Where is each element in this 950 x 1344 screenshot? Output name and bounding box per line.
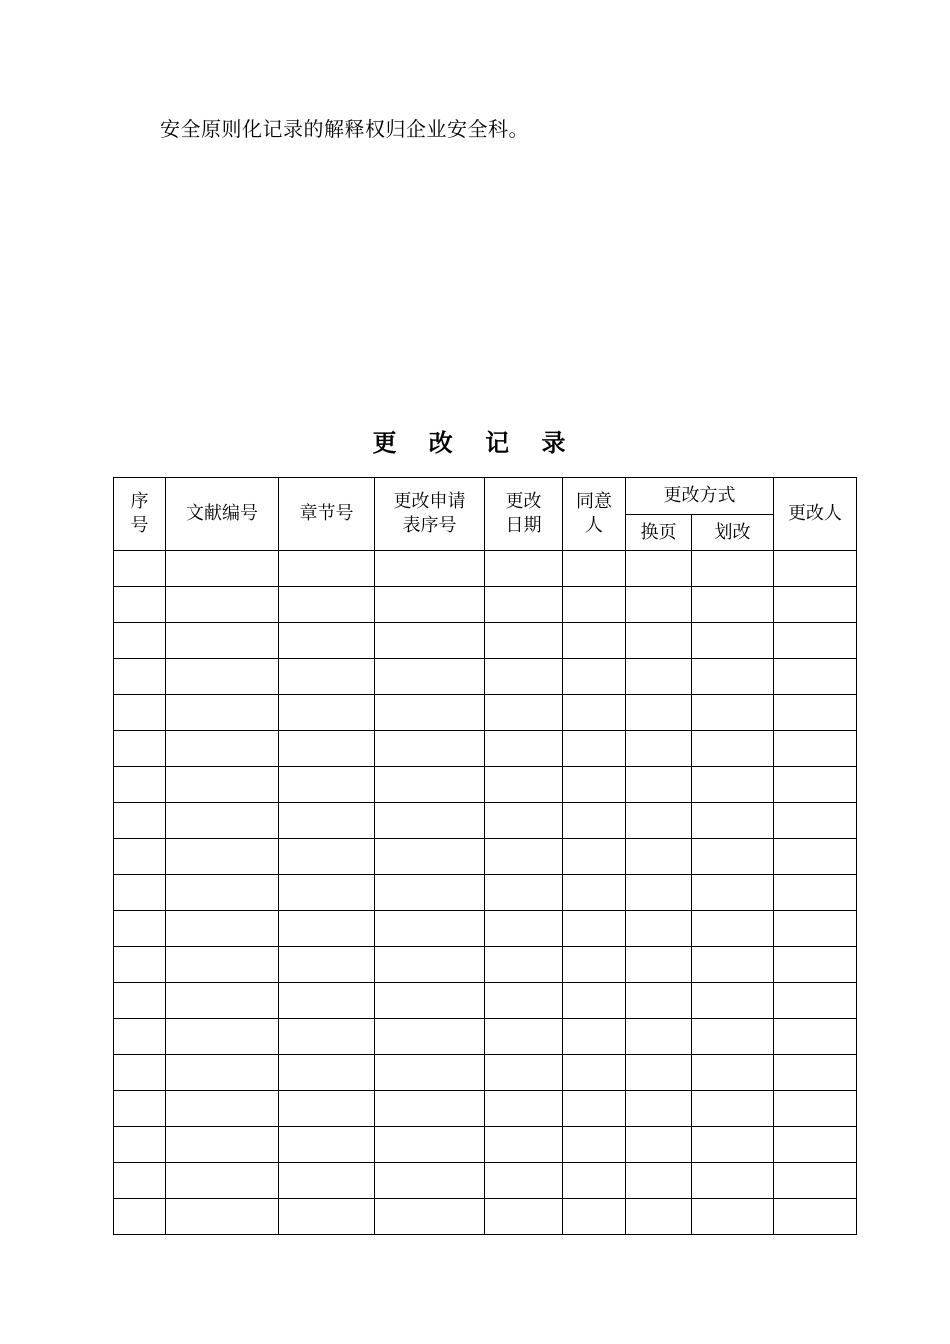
header-seq: 序 号 <box>114 478 166 551</box>
table-cell <box>774 767 857 803</box>
table-row <box>114 695 857 731</box>
table-cell <box>563 947 626 983</box>
table-cell <box>563 587 626 623</box>
table-cell <box>375 767 485 803</box>
table-cell <box>375 623 485 659</box>
table-cell <box>279 911 375 947</box>
table-cell <box>774 911 857 947</box>
table-cell <box>166 875 279 911</box>
table-cell <box>279 659 375 695</box>
table-cell <box>626 623 692 659</box>
table-cell <box>114 551 166 587</box>
table-cell <box>626 839 692 875</box>
table-cell <box>692 731 774 767</box>
table-cell <box>485 803 563 839</box>
table-cell <box>166 1055 279 1091</box>
table-cell <box>166 731 279 767</box>
table-row <box>114 731 857 767</box>
table-cell <box>114 623 166 659</box>
change-record-table <box>113 477 857 1235</box>
header-request-no: 更改申请 表序号 <box>375 478 485 551</box>
table-cell <box>563 1019 626 1055</box>
table-cell <box>485 983 563 1019</box>
table-cell <box>375 803 485 839</box>
table-cell <box>774 875 857 911</box>
table-row <box>114 767 857 803</box>
table-cell <box>166 587 279 623</box>
table-cell <box>692 983 774 1019</box>
table-cell <box>626 1019 692 1055</box>
table-cell <box>692 911 774 947</box>
header-method-replace-page: 换页 <box>626 515 692 551</box>
table-cell <box>692 947 774 983</box>
table-cell <box>114 587 166 623</box>
table-cell <box>279 623 375 659</box>
header-method-strike: 划改 <box>692 515 774 551</box>
table-cell <box>692 1019 774 1055</box>
table-cell <box>485 1163 563 1199</box>
intro-text: 安全原则化记录的解释权归企业安全科。 <box>160 117 529 141</box>
table-cell <box>375 983 485 1019</box>
table-cell <box>279 587 375 623</box>
table-cell <box>114 767 166 803</box>
table-cell <box>166 1199 279 1235</box>
table-row <box>114 1199 857 1235</box>
table-row <box>114 875 857 911</box>
table-cell <box>114 839 166 875</box>
table-cell <box>626 659 692 695</box>
table-cell <box>375 1199 485 1235</box>
header-changer: 更改人 <box>774 478 857 551</box>
table-cell <box>166 803 279 839</box>
table-cell <box>375 875 485 911</box>
table-cell <box>626 695 692 731</box>
table-cell <box>279 1163 375 1199</box>
table-cell <box>114 659 166 695</box>
table-cell <box>279 1091 375 1127</box>
table-cell <box>166 1091 279 1127</box>
table-cell <box>626 1127 692 1163</box>
table-cell <box>485 1127 563 1163</box>
table-cell <box>774 587 857 623</box>
table-cell <box>485 947 563 983</box>
table-cell <box>279 1055 375 1091</box>
table-cell <box>774 659 857 695</box>
table-row <box>114 551 857 587</box>
table-cell <box>626 983 692 1019</box>
table-cell <box>485 1199 563 1235</box>
table-cell <box>279 947 375 983</box>
table-cell <box>692 767 774 803</box>
table-cell <box>563 1091 626 1127</box>
table-row <box>114 947 857 983</box>
table-cell <box>279 839 375 875</box>
header-approver: 同意 人 <box>563 478 626 551</box>
table-cell <box>563 659 626 695</box>
table-cell <box>279 1019 375 1055</box>
table-cell <box>563 875 626 911</box>
table-row <box>114 1055 857 1091</box>
page-title: 更 改 记 录 <box>372 429 578 457</box>
table-cell <box>485 551 563 587</box>
table-cell <box>563 551 626 587</box>
table-cell <box>626 875 692 911</box>
table-cell <box>626 767 692 803</box>
table-cell <box>166 947 279 983</box>
table-cell <box>114 947 166 983</box>
table-row <box>114 839 857 875</box>
table-cell <box>774 839 857 875</box>
table-cell <box>485 1055 563 1091</box>
table-cell <box>692 587 774 623</box>
table-cell <box>774 803 857 839</box>
table-cell <box>563 623 626 659</box>
table-cell <box>626 1091 692 1127</box>
table-cell <box>774 1091 857 1127</box>
table-cell <box>166 839 279 875</box>
table-cell <box>375 1055 485 1091</box>
table-row <box>114 1127 857 1163</box>
table-cell <box>485 767 563 803</box>
table-cell <box>626 1163 692 1199</box>
table-cell <box>485 1091 563 1127</box>
table-cell <box>279 695 375 731</box>
table-cell <box>626 587 692 623</box>
table-row <box>114 911 857 947</box>
table-cell <box>114 803 166 839</box>
table-cell <box>774 1055 857 1091</box>
table-cell <box>279 551 375 587</box>
table-cell <box>375 839 485 875</box>
table-cell <box>692 1163 774 1199</box>
table-cell <box>692 1055 774 1091</box>
table-cell <box>279 731 375 767</box>
table-cell <box>563 1199 626 1235</box>
table-cell <box>485 875 563 911</box>
table-cell <box>114 1199 166 1235</box>
table-cell <box>375 731 485 767</box>
header-chapter-no: 章节号 <box>279 478 375 551</box>
table-cell <box>774 1163 857 1199</box>
table-cell <box>626 551 692 587</box>
header-doc-no: 文献编号 <box>166 478 279 551</box>
table-cell <box>114 911 166 947</box>
table-cell <box>166 1019 279 1055</box>
table-cell <box>626 803 692 839</box>
table-cell <box>774 1019 857 1055</box>
table-cell <box>563 1163 626 1199</box>
table-cell <box>692 695 774 731</box>
table-row <box>114 659 857 695</box>
table-cell <box>774 695 857 731</box>
table-cell <box>563 911 626 947</box>
table-row <box>114 803 857 839</box>
table-cell <box>692 1091 774 1127</box>
table-cell <box>774 623 857 659</box>
table-cell <box>375 911 485 947</box>
table-cell <box>563 1127 626 1163</box>
table-cell <box>375 695 485 731</box>
table-cell <box>563 1055 626 1091</box>
table-cell <box>114 695 166 731</box>
table-cell <box>485 587 563 623</box>
table-cell <box>485 911 563 947</box>
table-cell <box>375 947 485 983</box>
table-cell <box>626 1199 692 1235</box>
table-cell <box>626 911 692 947</box>
table-cell <box>485 731 563 767</box>
table-cell <box>166 659 279 695</box>
table-cell <box>626 731 692 767</box>
table-row <box>114 623 857 659</box>
table-cell <box>563 803 626 839</box>
table-cell <box>375 587 485 623</box>
table-cell <box>485 695 563 731</box>
table-cell <box>563 695 626 731</box>
table-cell <box>279 875 375 911</box>
table-cell <box>563 731 626 767</box>
table-cell <box>114 731 166 767</box>
table-cell <box>485 1019 563 1055</box>
table-cell <box>692 803 774 839</box>
table-cell <box>114 1019 166 1055</box>
table-cell <box>692 551 774 587</box>
table-cell <box>279 1127 375 1163</box>
header-change-date: 更改 日期 <box>485 478 563 551</box>
table-cell <box>166 983 279 1019</box>
table-row <box>114 1019 857 1055</box>
table-cell <box>375 659 485 695</box>
table-cell <box>485 623 563 659</box>
table-cell <box>774 551 857 587</box>
table-cell <box>626 947 692 983</box>
table-cell <box>692 1199 774 1235</box>
table-cell <box>692 1127 774 1163</box>
table-row <box>114 1091 857 1127</box>
table-cell <box>375 1127 485 1163</box>
table-cell <box>375 1019 485 1055</box>
table-cell <box>485 659 563 695</box>
table-cell <box>166 767 279 803</box>
table-cell <box>692 659 774 695</box>
table-row <box>114 587 857 623</box>
table-cell <box>114 1055 166 1091</box>
table-cell <box>166 695 279 731</box>
table-cell <box>774 1199 857 1235</box>
table-cell <box>114 983 166 1019</box>
table-cell <box>774 1127 857 1163</box>
table-cell <box>166 911 279 947</box>
table-cell <box>279 803 375 839</box>
table-cell <box>166 1127 279 1163</box>
table-row <box>114 983 857 1019</box>
table-cell <box>375 551 485 587</box>
table-cell <box>485 839 563 875</box>
table-cell <box>279 1199 375 1235</box>
table-cell <box>166 1163 279 1199</box>
table-cell <box>774 947 857 983</box>
table-cell <box>375 1163 485 1199</box>
table-cell <box>692 623 774 659</box>
table-cell <box>114 1163 166 1199</box>
table-cell <box>692 839 774 875</box>
table-body <box>114 551 857 1235</box>
table-row <box>114 1163 857 1199</box>
header-method: 更改方式 <box>626 478 774 515</box>
table-cell <box>114 1127 166 1163</box>
table-cell <box>279 983 375 1019</box>
table-cell <box>563 839 626 875</box>
table-cell <box>114 1091 166 1127</box>
table-cell <box>692 875 774 911</box>
table-cell <box>563 767 626 803</box>
table-cell <box>626 1055 692 1091</box>
table-cell <box>279 767 375 803</box>
table-cell <box>166 623 279 659</box>
table-cell <box>114 875 166 911</box>
table-cell <box>166 551 279 587</box>
table-cell <box>774 983 857 1019</box>
table-cell <box>563 983 626 1019</box>
table-cell <box>774 731 857 767</box>
table-cell <box>375 1091 485 1127</box>
